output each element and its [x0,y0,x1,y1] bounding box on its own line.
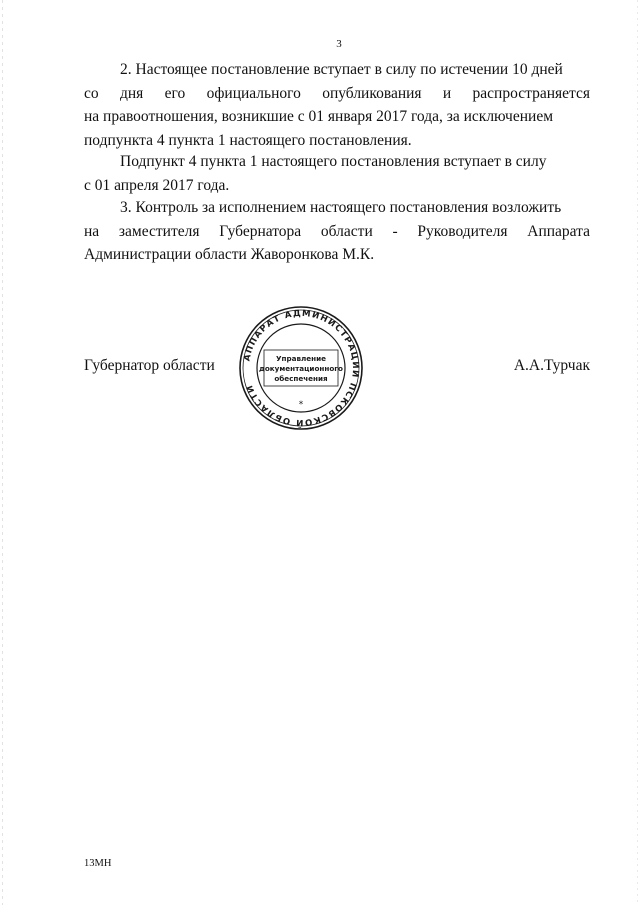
paragraph-subpoint-effective [84,150,590,197]
paragraph-line: подпункта 4 пункта 1 настоящего постановления. [84,131,412,149]
signatory-name: А.А.Турчак [513,357,590,374]
seal-center-line: Управление [275,354,327,363]
paragraph-line: на правоотношения, возникшие с 01 января 2017 года, за исключением [84,108,554,125]
paragraph-line: Администрации области Жаворонкова М.К. [84,246,375,263]
scan-edge-right [637,0,638,905]
scan-edge-left [2,0,3,905]
paragraph-line: с 01 апреля 2017 года. [84,176,230,194]
footer-code: 13МН [84,858,112,869]
paragraph-line: 3. Контроль за исполнением настоящего постановления возложить [120,199,562,216]
official-seal [238,305,364,431]
paragraph-line: на заместителя Губернатора области - Руководителя Аппарата [84,222,590,240]
seal-star: * [298,400,304,410]
paragraph-line: Подпункт 4 пункта 1 настоящего постановления вступает в силу [120,153,547,170]
signatory-position: Губернатор области [84,357,215,374]
paragraph-control [84,196,590,267]
seal-center-line: обеспечения [274,374,328,383]
seal-ring-text: АППАРАТ АДМИНИСТРАЦИИ ПСКОВСКОЙ ОБЛАСТИ [242,308,361,428]
paragraph-line: 2. Настоящее постановление вступает в силу по истечении 10 дней [120,61,563,78]
paragraph-effective-date [84,58,590,152]
seal-center-line: документационного [259,364,343,373]
paragraph-line: со дня его официального опубликования и распространяется [84,84,590,102]
page-number: 3 [336,38,342,50]
